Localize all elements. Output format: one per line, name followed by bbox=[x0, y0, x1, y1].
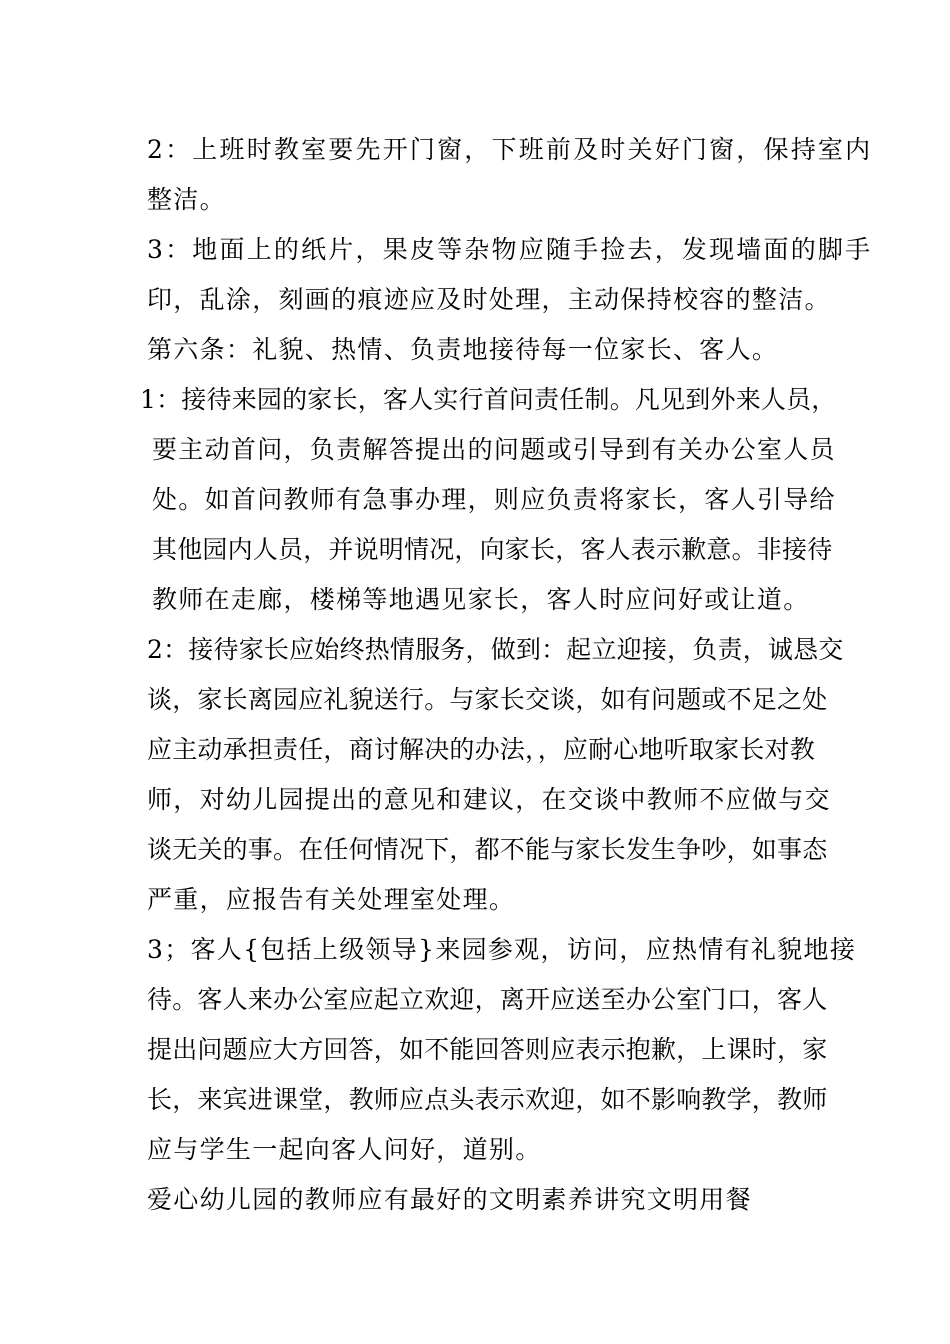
text-line: 2：接待家长应始终热情服务，做到：起立迎接，负责，诚恳交 bbox=[147, 635, 844, 664]
text-line: 印，乱涂，刻画的痕迹应及时处理，主动保持校容的整洁。 bbox=[147, 285, 831, 314]
text-line: 要主动首问，负责解答提出的问题或引导到有关办公室人员 bbox=[152, 435, 836, 464]
text-line: 师，对幼儿园提出的意见和建议，在交谈中教师不应做与交 bbox=[147, 785, 831, 814]
text-line: 提出问题应大方回答，如不能回答则应表示抱歉，上课时，家 bbox=[147, 1035, 828, 1064]
text-line: 第六条：礼貌、热情、负责地接待每一位家长、客人。 bbox=[147, 335, 779, 364]
text-line: 1：接待来园的家长，客人实行首问责任制。凡见到外来人员， bbox=[140, 385, 837, 414]
text-line: 长，来宾进课堂，教师应点头表示欢迎，如不影响教学，教师 bbox=[147, 1085, 828, 1114]
text-line: 整洁。 bbox=[147, 185, 226, 214]
text-line: 其他园内人员，并说明情况，向家长，客人表示歉意。非接待 bbox=[152, 535, 833, 564]
text-line: 应与学生一起向客人问好，道别。 bbox=[147, 1135, 542, 1164]
text-line: 教师在走廊，楼梯等地遇见家长，客人时应问好或让道。 bbox=[152, 585, 810, 614]
text-line: 严重，应报告有关处理室处理。 bbox=[147, 885, 516, 914]
text-line: 2：上班时教室要先开门窗，下班前及时关好门窗，保持室内 bbox=[147, 135, 873, 164]
text-line: 处。如首问教师有急事办理，则应负责将家长，客人引导给 bbox=[152, 485, 836, 514]
text-line: 应主动承担责任，商讨解决的办法，，应耐心地听取家长对教 bbox=[147, 735, 815, 764]
text-line: 谈，家长离园应礼貌送行。与家长交谈，如有问题或不足之处 bbox=[147, 685, 828, 714]
text-line: 爱心幼儿园的教师应有最好的文明素养讲究文明用餐 bbox=[147, 1185, 752, 1214]
text-line: 谈无关的事。在任何情况下，都不能与家长发生争吵，如事态 bbox=[147, 835, 828, 864]
text-line: 3；客人{包括上级领导}来园参观，访问，应热情有礼貌地接 bbox=[147, 935, 857, 964]
text-line: 待。客人来办公室应起立欢迎，离开应送至办公室门口，客人 bbox=[147, 985, 828, 1014]
text-line: 3：地面上的纸片，果皮等杂物应随手捡去，发现墙面的脚手 bbox=[147, 235, 873, 264]
